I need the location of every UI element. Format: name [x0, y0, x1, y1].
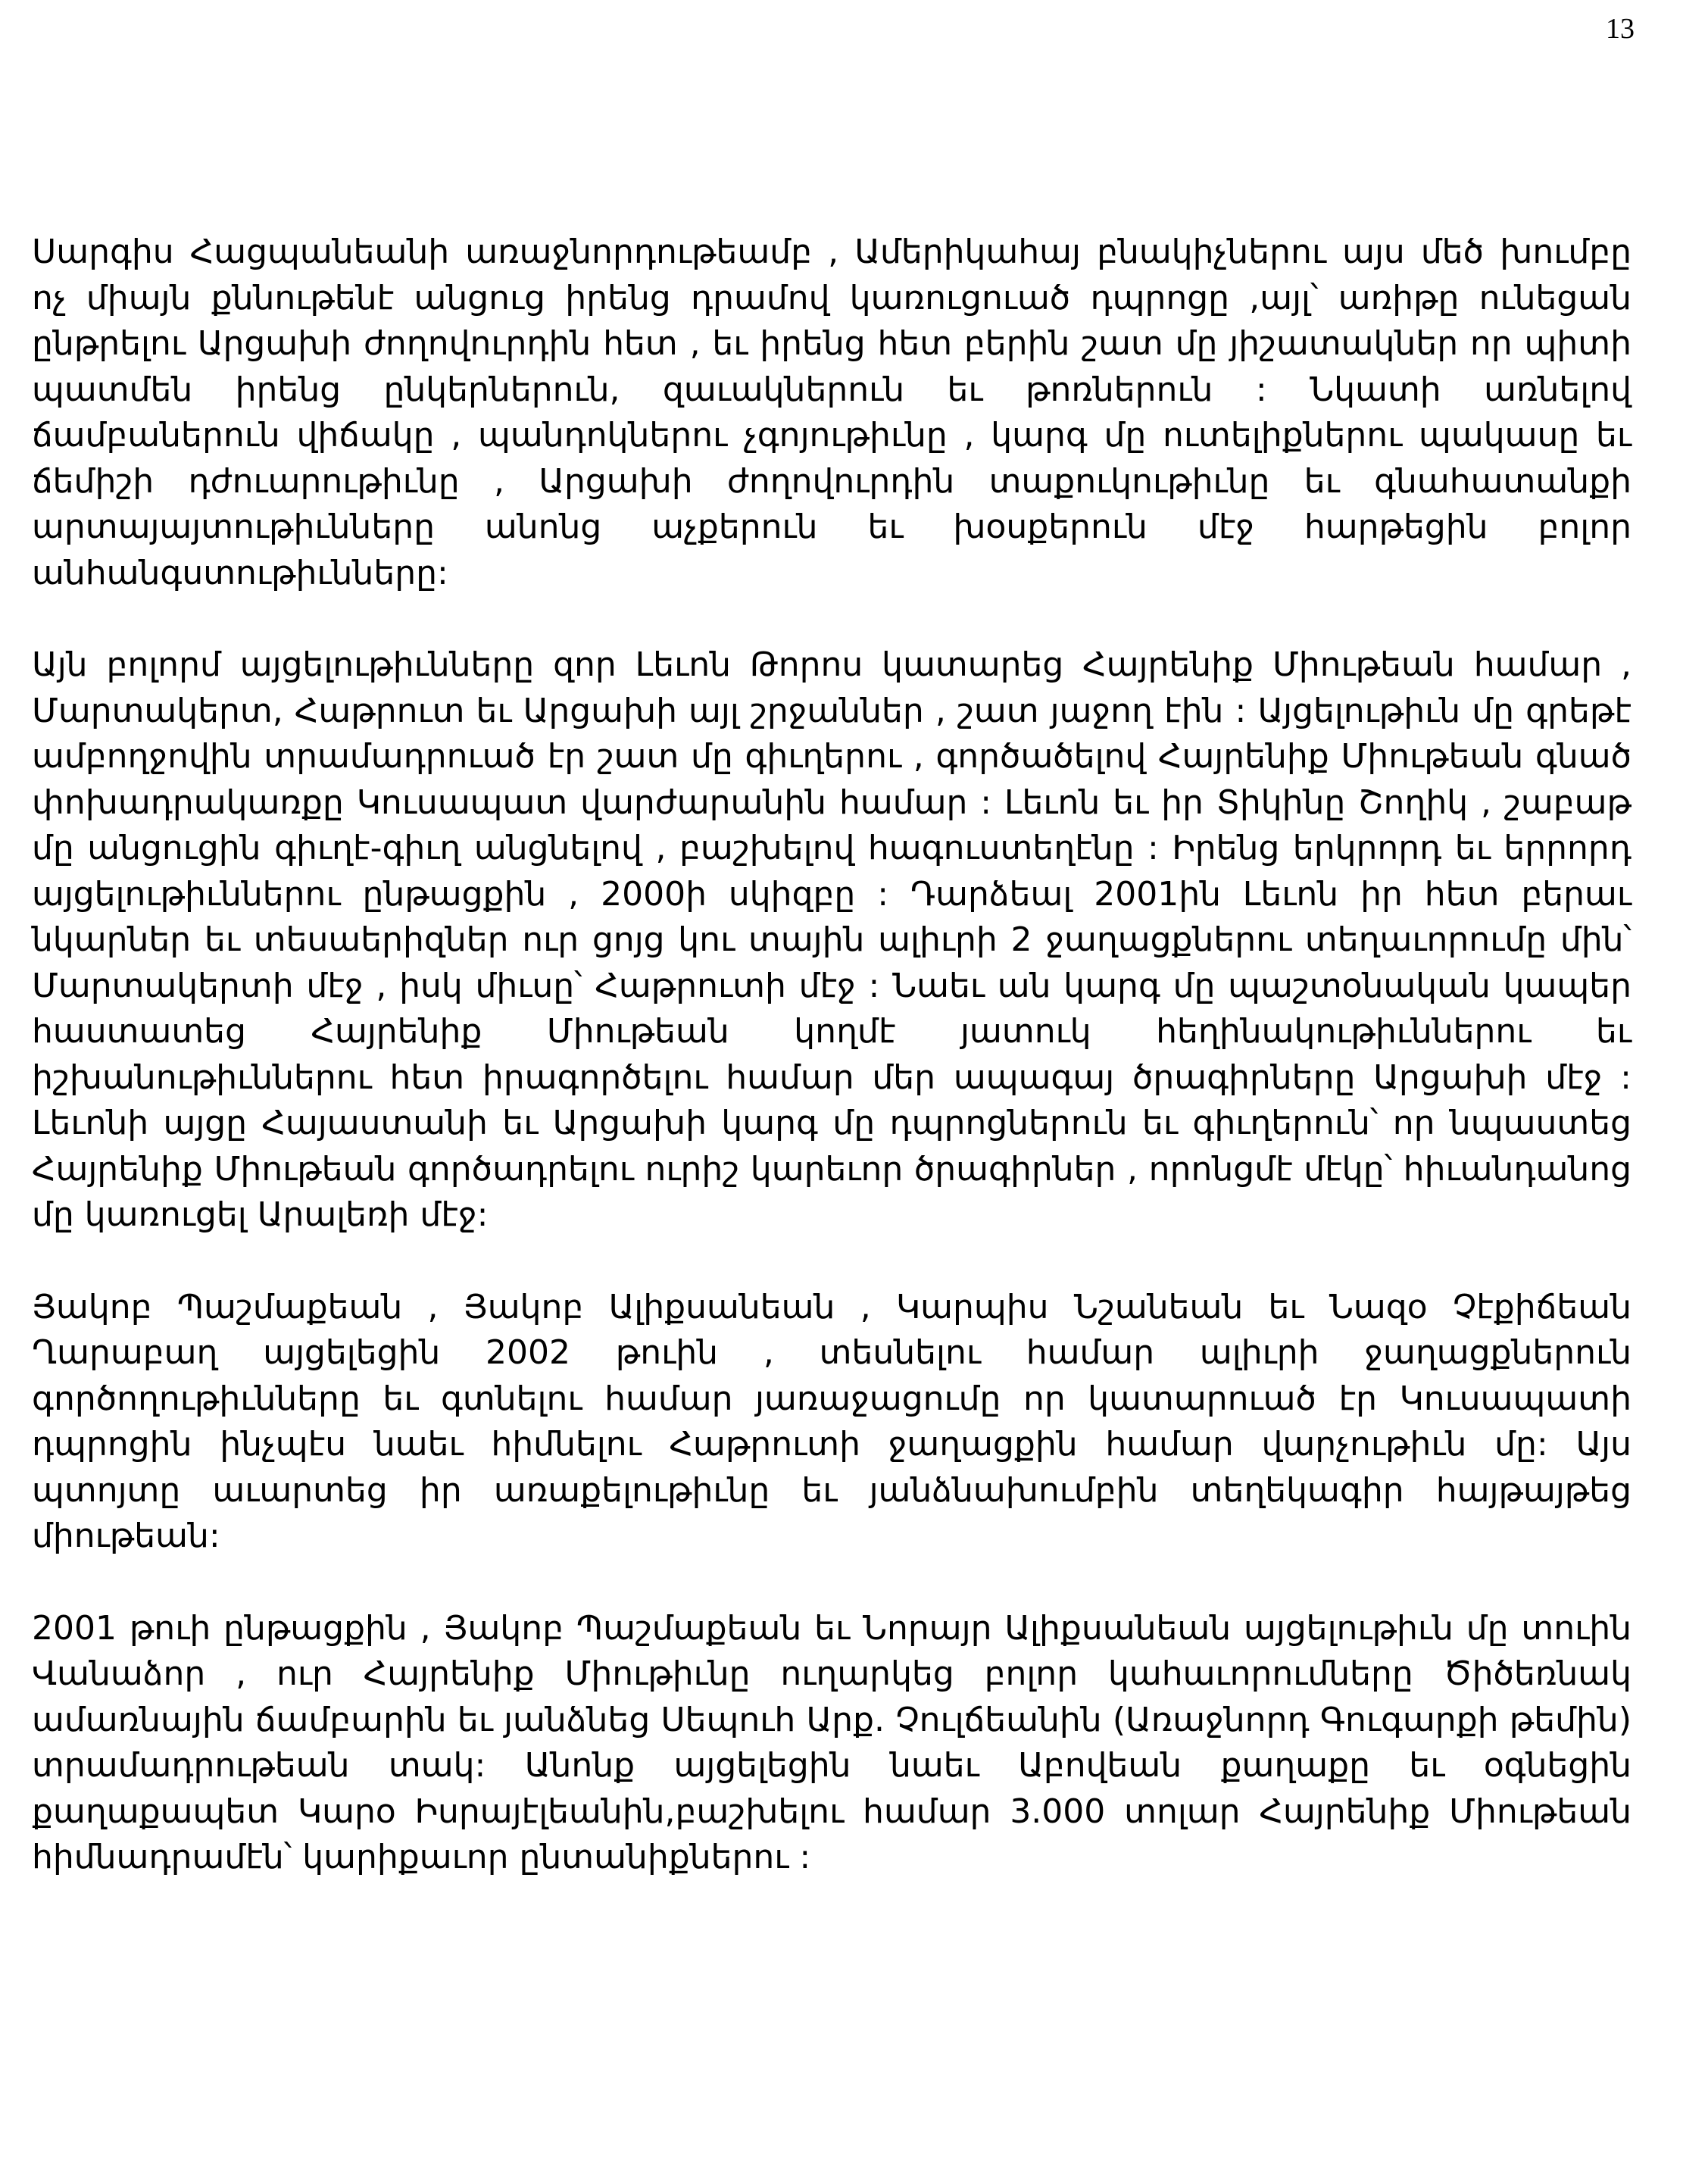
document-body [32, 230, 1631, 1927]
paragraph-karabakh-2002-visit: Յակոբ Պաշմաքեան , Յակոբ Ալիքսանեան , Կարպիս Նշանեան եւ Նազօ Չէքիճեան Ղարաբաղ այցելեցին 2002 թուին , տեսնելու համար ալիւրի ջաղացքներուն գործողութիւնները եւ գտնելու համար յառաջացումը որ կատարուած էր Կուսապատի դպրոցին ինչպէս նաեւ հիմնելու Հաթրուտի ջաղացքին համար վարչութիւն մը: Այս պտոյտը աւարտեց իր առաքելութիւնը եւ յանձնախումբին տեղեկագիր հայթայթեց միութեան: [32, 1287, 1631, 1555]
paragraph-vanadzor-2001-visit: 2001 թուի ընթացքին , Յակոբ Պաշմաքեան եւ Նորայր Ալիքսանեան այցելութիւն մը տուին Վանաձոր , ուր Հայրենիք Միութիւնը ուղարկեց բոլոր կահաւորումները Ծիծեռնակ ամառնային ճամբարին եւ յանձնեց Սեպուհ Արք. Չուլճեանին (Առաջնորդ Գուգարքի թեմին) տրամադրութեան տակ: Անոնք այցելեցին նաեւ Աբովեան քաղաքը եւ օգնեցին քաղաքապետ Կարօ Իսրայէլեանին,բաշխելու համար 3.000 տոլար Հայրենիք Միութեան հիմնադրամէն՝ կարիքաւոր ընտանիքներու : [32, 1608, 1631, 1876]
paragraph-hatspanian-group: Սարգիս Հացպանեանի առաջնորդութեամբ , Ամերիկահայ բնակիչներու այս մեծ խումբը ոչ միայն քննութենէ անցուց իրենց դրամով կառուցուած դպրոցը ,այլ՝ առիթը ունեցան ընթրելու Արցախի ժողովուրդին հետ , եւ իրենց հետ բերին շատ մը յիշատակներ որ պիտի պատմեն իրենց ընկերներուն, զաւակներուն եւ թոռներուն : Նկատի առնելով ճամբաներուն վիճակը , պանդոկներու չգոյութիւնը , կարգ մը ուտելիքներու պակասը եւ ճեմիշի դժուարութիւնը , Արցախի ժողովուրդին տաքուկութիւնը եւ գնահատանքի արտայայտութիւնները անոնց աչքերուն եւ խօսքերուն մէջ հարթեցին բոլոր անհանգստութիւնները: [32, 233, 1631, 592]
paragraph-levon-toros-visits: Այն բոլորմ այցելութիւնները զոր Լեւոն Թորոս կատարեց Հայրենիք Միութեան համար , Մարտակերտ, Հաթրուտ եւ Արցախի այլ շրջաններ , շատ յաջող էին : Այցելութիւն մը գրեթէ ամբողջովին տրամադրուած էր շատ մը գիւղերու , գործածելով Հայրենիք Միութեան գնած փոխադրակառքը Կուսապատ վարժարանին համար : Լեւոն եւ իր Տիկինը Շողիկ , շաբաթ մը անցուցին գիւղէ-գիւղ անցնելով , բաշխելով հագուստեղէնը : Իրենց երկրորդ եւ երրորդ այցելութիւններու ընթացքին , 2000ի սկիզբը : Դարձեալ 2001ին Լեւոն իր հետ բերաւ նկարներ եւ տեսաերիզներ ուր ցոյց կու տային ալիւրի 2 ջաղացքներու տեղաւորումը մին՝ Մարտակերտի մէջ , իսկ միւսը՝ Հաթրուտի մէջ : Նաեւ ան կարգ մը պաշտօնական կապեր հաստատեց Հայրենիք Միութեան կողմէ յատուկ հեղինակութիւններու եւ իշխանութիւններու հետ իրագործելու համար մեր ապագայ ծրագիրները Արցախի մէջ : Լեւոնի այցը Հայաստանի եւ Արցախի կարգ մը դպրոցներուն եւ գիւղերուն՝ որ նպաստեց Հայրենիք Միութեան գործադրելու ուրիշ կարեւոր ծրագիրներ , որոնցմէ մէկը՝ հիւանդանոց մը կառուցել Արալեռի մէջ: [32, 645, 1631, 1234]
page-number: 13 [1606, 13, 1635, 45]
